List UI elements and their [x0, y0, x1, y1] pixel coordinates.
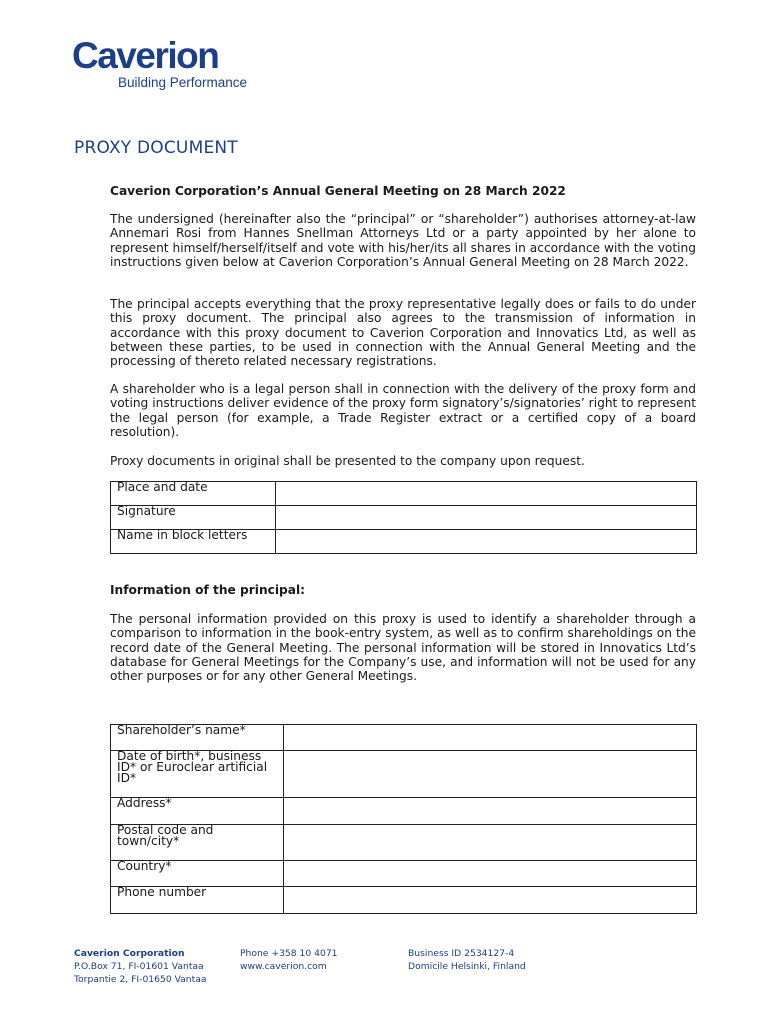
caverion-logo — [72, 36, 247, 90]
country-label: Country* — [111, 861, 284, 887]
footer-contact-block — [240, 947, 338, 973]
paragraph-principal-info: The personal information provided on this proxy is used to identify a shareholder through a comparison to information in the book-entry system, as well as to confirm shareholdings on the record date of the General Meeting. The personal information will be stored in Innovatics Ltd’s database for General Meetings for the Company’s use, and information will not be used for any other purposes or for any other General Meetings. — [110, 612, 696, 684]
footer-company-name: Caverion Corporation — [74, 948, 185, 959]
address-field[interactable] — [284, 798, 697, 825]
shareholder-name-field[interactable] — [284, 725, 697, 751]
signature-field[interactable] — [276, 506, 697, 530]
meeting-heading: Caverion Corporation’s Annual General Meeting on 28 March 2022 — [110, 184, 566, 198]
block-letters-label: Name in block letters — [111, 530, 276, 554]
footer-po-box: P.O.Box 71, FI-01601 Vantaa — [74, 961, 204, 972]
footer-street: Torpantie 2, FI-01650 Vantaa — [74, 974, 207, 985]
paragraph-acceptance: The principal accepts everything that the proxy representative legally does or fails to do under this proxy document. The principal also agrees to the transmission of information in accordance with this proxy document to Caverion Corporation and Innovatics Ltd, as well as between these parties, to be used in connection with the Annual General Meeting and the processing of thereto related necessary registrations. — [110, 297, 696, 369]
signature-label: Signature — [111, 506, 276, 530]
document-title: PROXY DOCUMENT — [74, 138, 238, 158]
place-date-field[interactable] — [276, 482, 697, 506]
footer-company-block — [74, 947, 207, 986]
postal-code-label: Postal code and town/city* — [111, 825, 284, 861]
block-letters-field[interactable] — [276, 530, 697, 554]
country-field[interactable] — [284, 861, 697, 887]
birth-id-label: Date of birth*, business ID* or Euroclear artificial ID* — [111, 751, 284, 798]
address-label: Address* — [111, 798, 284, 825]
footer-domicile: Domicile Helsinki, Finland — [408, 961, 526, 972]
shareholder-name-label: Shareholder’s name* — [111, 725, 284, 751]
footer-web-link[interactable]: www.caverion.com — [240, 961, 327, 972]
principal-table — [110, 724, 697, 914]
paragraph-authorisation: The undersigned (hereinafter also the “principal” or “shareholder”) authorises attorney-at-law Annemari Rosi from Hannes Snellman Attorneys Ltd or a party appointed by her alone to represent himself/herself/itself and vote with his/her/its all shares in accordance with the voting instructions given below at Caverion Corporation’s Annual General Meeting on 28 March 2022. — [110, 212, 696, 269]
logo-tagline: Building Performance — [118, 75, 248, 90]
footer-phone: Phone +358 10 4071 — [240, 948, 338, 959]
footer-registration-block — [408, 947, 526, 973]
place-date-label: Place and date — [111, 482, 276, 506]
birth-id-field[interactable] — [284, 751, 697, 798]
footer-business-id: Business ID 2534127-4 — [408, 948, 515, 959]
postal-code-field[interactable] — [284, 825, 697, 861]
phone-label: Phone number — [111, 887, 284, 914]
principal-heading: Information of the principal: — [110, 583, 306, 597]
paragraph-legal-person: A shareholder who is a legal person shall in connection with the delivery of the proxy form and voting instructions deliver evidence of the proxy form signatory’s/signatories’ right to represent the legal person (for example, a Trade Register extract or a certified copy of a board resolution). — [110, 382, 696, 439]
signature-table — [110, 481, 697, 554]
phone-field[interactable] — [284, 887, 697, 914]
paragraph-originals: Proxy documents in original shall be presented to the company upon request. — [110, 454, 585, 468]
logo-wordmark: Caverion — [72, 35, 219, 76]
